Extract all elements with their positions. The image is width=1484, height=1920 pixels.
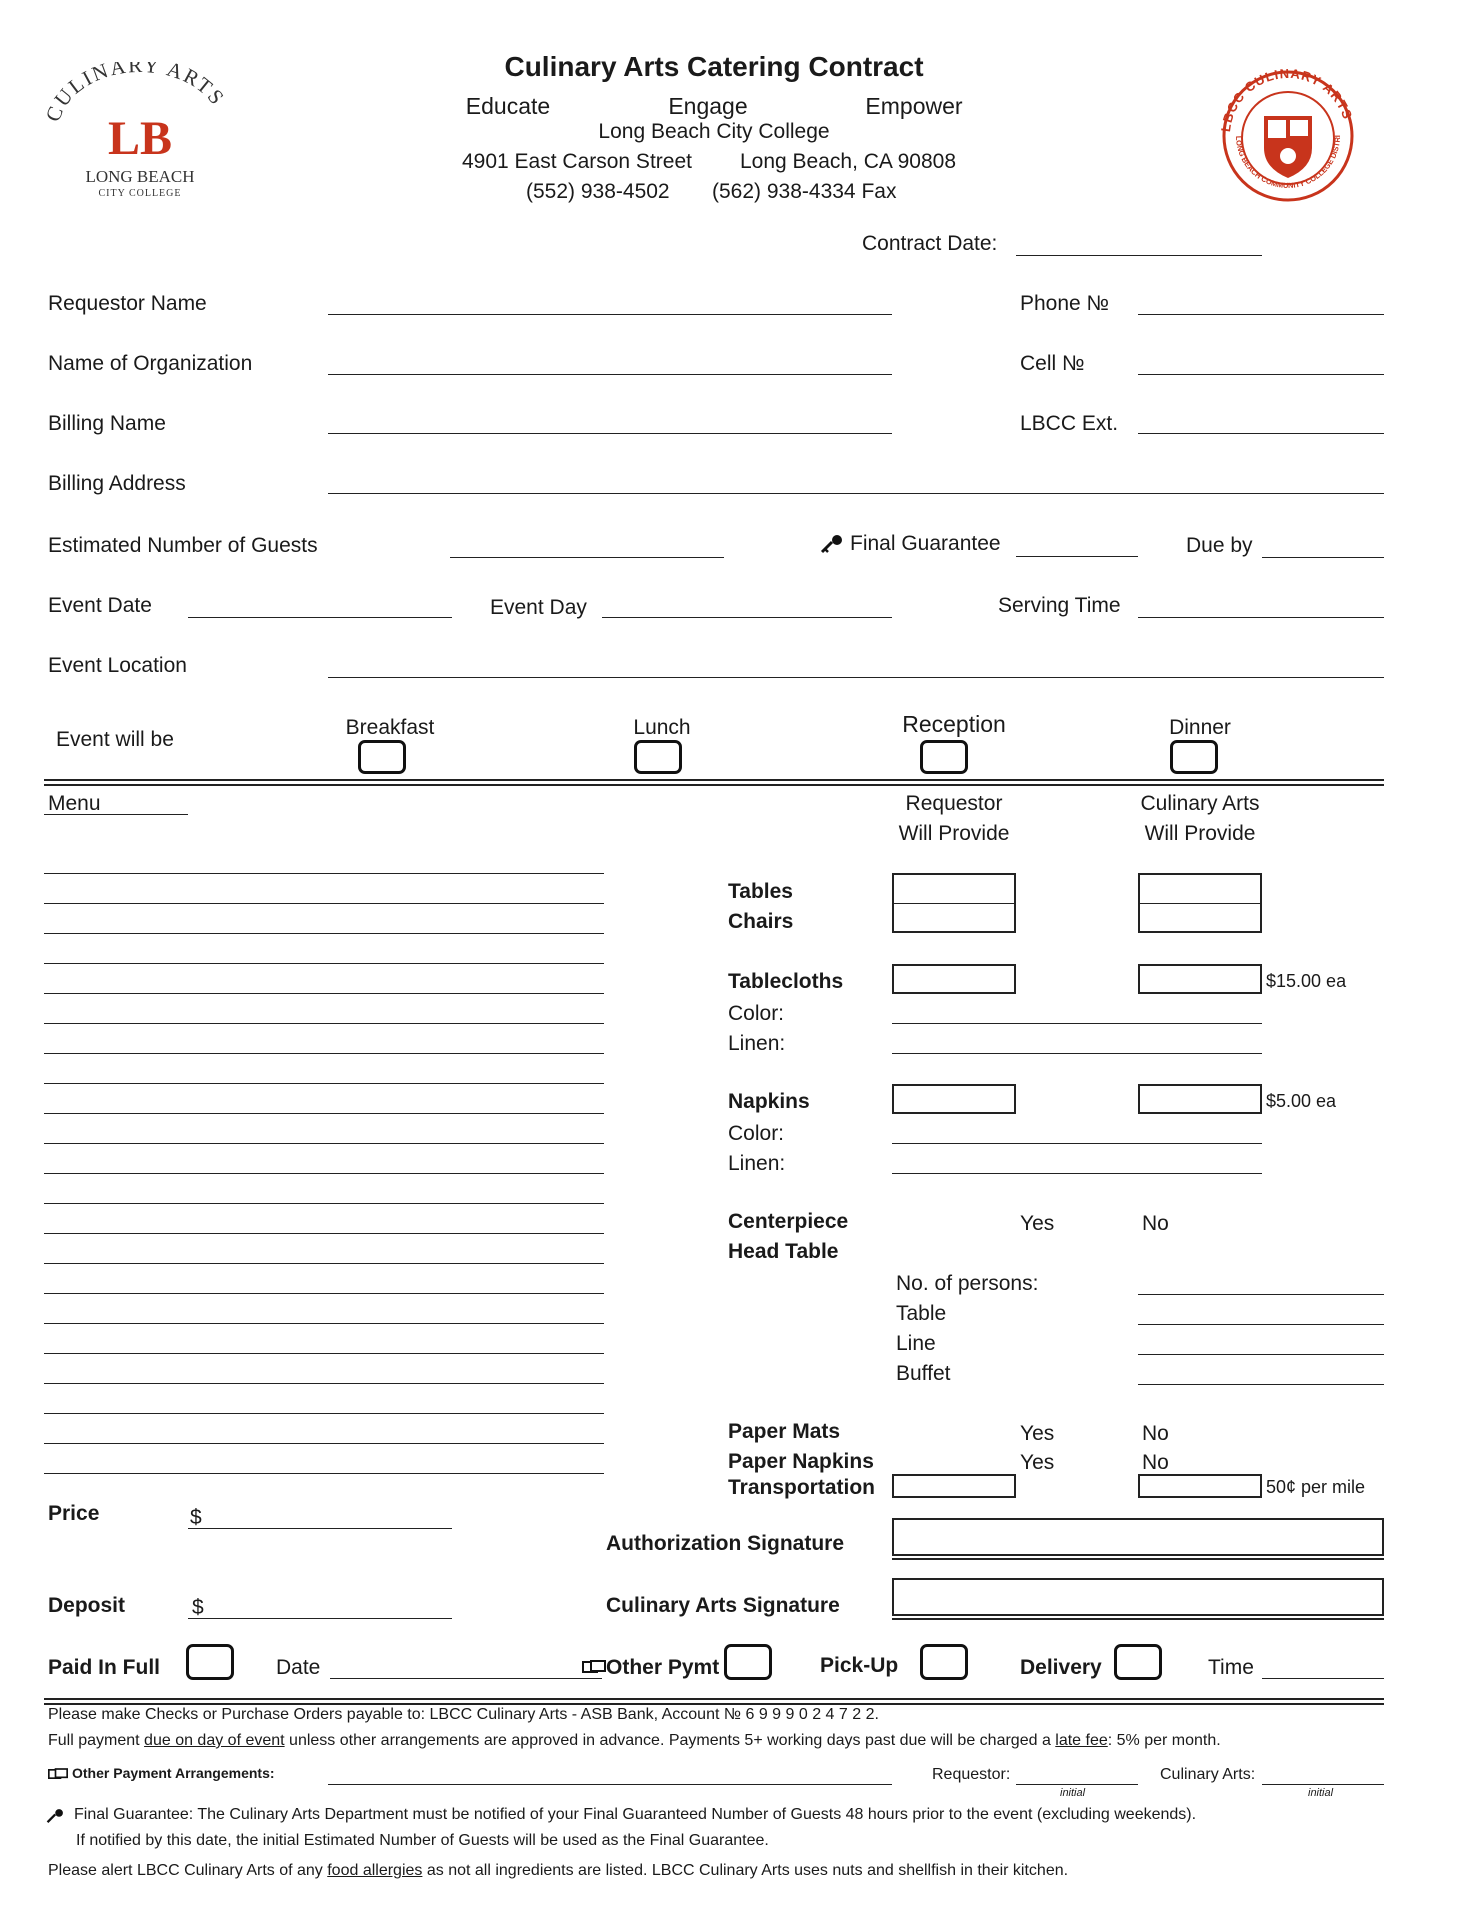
col-requestor-1: Requestor [905, 792, 1003, 815]
lbcc-ext-label: LBCC Ext. [1020, 412, 1119, 435]
menu-line[interactable] [44, 1383, 604, 1384]
transport-requestor-box[interactable] [892, 1474, 1016, 1498]
dinner-label: Dinner [1169, 716, 1231, 739]
reception-checkbox[interactable] [920, 740, 968, 774]
phone-number: (552) 938-4502 [526, 180, 670, 203]
line-field[interactable] [1138, 1354, 1384, 1355]
other-arrangements-field[interactable] [328, 1784, 892, 1785]
logo-left-name: LONG BEACH [85, 167, 195, 186]
menu-line[interactable] [44, 1023, 604, 1024]
paper-napkins-yes[interactable]: Yes [1020, 1451, 1055, 1474]
tables-label: Tables [728, 880, 793, 903]
event-type-label: Event will be [56, 728, 174, 751]
centerpiece-label: Centerpiece [728, 1210, 849, 1233]
dinner-checkbox[interactable] [1170, 740, 1218, 774]
deposit-dollar: $ [192, 1596, 204, 1619]
motto-empower: Empower [865, 93, 963, 119]
head-table-label: Head Table [728, 1240, 839, 1263]
num-persons-field[interactable] [1138, 1294, 1384, 1295]
district-seal-icon [1208, 56, 1368, 216]
logo-left-letter: LB [108, 112, 173, 165]
napkin-linen-field[interactable] [892, 1173, 1262, 1174]
menu-line[interactable] [44, 1173, 604, 1174]
menu-line[interactable] [44, 1083, 604, 1084]
requestor-initial-field[interactable] [1016, 1784, 1138, 1785]
napkins-label: Napkins [728, 1090, 810, 1113]
menu-line[interactable] [44, 1143, 604, 1144]
num-persons-label: No. of persons: [896, 1272, 1039, 1295]
event-date-field[interactable] [188, 617, 452, 618]
menu-line[interactable] [44, 1353, 604, 1354]
paper-mats-label: Paper Mats [728, 1420, 841, 1443]
key-icon [46, 1808, 66, 1824]
seal-inner-text: LONG BEACH COMMUNITY COLLEGE DISTRI [1233, 135, 1343, 191]
other-arrangements-label: Other Payment Arrangements: [72, 1765, 275, 1781]
napkin-price: $5.00 ea [1266, 1091, 1337, 1111]
other-pymt-checkbox[interactable] [724, 1644, 772, 1680]
culinary-signature-label: Culinary Arts Signature [606, 1594, 840, 1617]
organization-field[interactable] [328, 374, 892, 375]
tablecloth-color-label: Color: [728, 1002, 785, 1025]
table-field[interactable] [1138, 1324, 1384, 1325]
checks-payable-note: Please make Checks or Purchase Orders payable to: LBCC Culinary Arts - ASB Bank, Account № 6 9 9 9 0 2 4 7 2 2. [48, 1706, 879, 1723]
buffet-label: Buffet [896, 1362, 951, 1385]
billing-name-label: Billing Name [48, 412, 166, 435]
card-icon [48, 1768, 68, 1780]
requestor-initial-label: Requestor: [932, 1766, 1011, 1783]
cell-field[interactable] [1138, 374, 1384, 375]
late-fee-rate: : 5% per month. [1107, 1732, 1221, 1749]
menu-line[interactable] [44, 1443, 604, 1444]
auth-signature-label: Authorization Signature [606, 1532, 844, 1555]
city-address: Long Beach, CA 90808 [740, 150, 957, 173]
billing-address-field[interactable] [328, 493, 1384, 494]
transport-culinary-box[interactable] [1138, 1474, 1262, 1498]
menu-line[interactable] [44, 1233, 604, 1234]
line-label: Line [896, 1332, 936, 1355]
col-culinary-2: Will Provide [1144, 822, 1256, 845]
due-on-day-text: due on day of event [144, 1732, 285, 1749]
culinary-arts-logo-icon [40, 62, 240, 202]
culinary-initial-label: Culinary Arts: [1160, 1766, 1256, 1783]
billing-address-label: Billing Address [48, 472, 186, 495]
other-pymt-label: Other Pymt [606, 1656, 720, 1679]
logo-right [1208, 56, 1368, 216]
tablecloth-linen-field[interactable] [892, 1053, 1262, 1054]
tablecloth-price: $15.00 ea [1266, 971, 1347, 991]
menu-line[interactable] [44, 1323, 604, 1324]
late-fee-text: late fee [1055, 1732, 1108, 1749]
menu-line[interactable] [44, 1203, 604, 1204]
napkins-requestor-box[interactable] [892, 1084, 1016, 1114]
mileage-rate: 50¢ per mile [1266, 1477, 1366, 1497]
tablecloths-requestor-box[interactable] [892, 964, 1016, 994]
menu-line[interactable] [44, 903, 604, 904]
fax-number: (562) 938-4334 Fax [712, 180, 897, 203]
pickup-checkbox[interactable] [920, 1644, 968, 1680]
seal-outer-text: LBCC CULINARY ARTS [1218, 65, 1356, 133]
contract-date-field[interactable] [1016, 255, 1262, 256]
motto-engage: Engage [668, 93, 748, 119]
menu-label: Menu [48, 792, 101, 815]
lbcc-ext-field[interactable] [1138, 433, 1384, 434]
card-icon [582, 1660, 606, 1674]
final-guarantee-field[interactable] [1016, 556, 1138, 557]
full-payment-text: Full payment [48, 1732, 145, 1749]
box-divider [1138, 903, 1262, 904]
lunch-label: Lunch [633, 716, 691, 739]
price-label: Price [48, 1502, 100, 1525]
breakfast-checkbox[interactable] [358, 740, 406, 774]
table-label: Table [896, 1302, 947, 1325]
food-allergies-text: food allergies [327, 1862, 423, 1879]
menu-line[interactable] [44, 933, 604, 934]
due-by-label: Due by [1186, 534, 1253, 557]
est-guests-label: Estimated Number of Guests [48, 534, 318, 557]
event-date-label: Event Date [48, 594, 152, 617]
paid-in-full-label: Paid In Full [48, 1656, 161, 1679]
paper-napkins-no[interactable]: No [1142, 1451, 1169, 1474]
culinary-initial-hint: initial [1308, 1787, 1334, 1799]
transportation-label: Transportation [728, 1476, 876, 1499]
divider [44, 779, 1384, 781]
tablecloths-culinary-box[interactable] [1138, 964, 1262, 994]
billing-name-field[interactable] [328, 433, 892, 434]
divider [44, 1698, 1384, 1700]
requestor-name-field[interactable] [328, 314, 892, 315]
key-icon [820, 534, 846, 554]
college-name: Long Beach City College [598, 120, 830, 143]
logo-left-arc: CULINARY ARTS [40, 62, 231, 125]
menu-line[interactable] [44, 1293, 604, 1294]
menu-underline [44, 814, 188, 815]
logo-left-sub: CITY COLLEGE [98, 188, 182, 199]
street-address: 4901 East Carson Street [462, 150, 692, 173]
chairs-label: Chairs [728, 910, 794, 933]
deposit-label: Deposit [48, 1594, 126, 1617]
auth-signature-box[interactable] [892, 1518, 1384, 1556]
requestor-initial-hint: initial [1060, 1787, 1086, 1799]
col-requestor-2: Will Provide [898, 822, 1010, 845]
napkin-linen-label: Linen: [728, 1152, 786, 1175]
allergy-text: Please alert LBCC Culinary Arts of any [48, 1862, 328, 1879]
paper-napkins-label: Paper Napkins [728, 1450, 874, 1473]
delivery-checkbox[interactable] [1114, 1644, 1162, 1680]
paper-mats-no[interactable]: No [1142, 1422, 1169, 1445]
lunch-checkbox[interactable] [634, 740, 682, 774]
serving-time-field[interactable] [1138, 617, 1384, 618]
culinary-initial-field[interactable] [1262, 1784, 1384, 1785]
allergy-note [48, 1862, 1068, 1880]
divider [44, 1703, 1384, 1705]
menu-line[interactable] [44, 1113, 604, 1114]
event-location-field[interactable] [328, 677, 1384, 678]
napkin-color-label: Color: [728, 1122, 785, 1145]
event-day-label: Event Day [490, 596, 587, 619]
napkin-color-field[interactable] [892, 1143, 1262, 1144]
menu-line[interactable] [44, 1263, 604, 1264]
full-payment-note [48, 1732, 1221, 1750]
guarantee-note-2: If notified by this date, the initial Estimated Number of Guests will be used as the Final Guarantee. [76, 1832, 769, 1849]
box-divider [892, 903, 1016, 904]
menu-line[interactable] [44, 963, 604, 964]
tablecloths-label: Tablecloths [728, 970, 844, 993]
paid-in-full-checkbox[interactable] [186, 1644, 234, 1680]
guarantee-note: Final Guarantee: The Culinary Arts Department must be notified of your Final Guaranteed Number of Guests 48 hours prior to the event (excluding weekends). [74, 1806, 1197, 1823]
buffet-field[interactable] [1138, 1384, 1384, 1385]
tablecloth-linen-label: Linen: [728, 1032, 786, 1055]
phone-field[interactable] [1138, 314, 1384, 315]
menu-line[interactable] [44, 993, 604, 994]
price-dollar: $ [190, 1506, 202, 1529]
event-day-field[interactable] [602, 617, 892, 618]
time-field[interactable] [1262, 1678, 1384, 1679]
paper-mats-yes[interactable]: Yes [1020, 1422, 1055, 1445]
col-culinary-1: Culinary Arts [1140, 792, 1260, 815]
pickup-label: Pick-Up [820, 1654, 899, 1677]
due-by-field[interactable] [1262, 557, 1384, 558]
requestor-name-label: Requestor Name [48, 292, 207, 315]
napkins-culinary-box[interactable] [1138, 1084, 1262, 1114]
culinary-signature-box[interactable] [892, 1578, 1384, 1616]
menu-line[interactable] [44, 1053, 604, 1054]
time-label: Time [1208, 1656, 1254, 1679]
logo-left [40, 62, 240, 202]
organization-label: Name of Organization [48, 352, 253, 375]
centerpiece-no[interactable]: No [1142, 1212, 1169, 1235]
full-payment-text-2: unless other arrangements are approved in advance. Payments 5+ working days past due will be charged a [284, 1732, 1056, 1749]
final-guarantee-label: Final Guarantee [850, 532, 1001, 555]
centerpiece-yes[interactable]: Yes [1020, 1212, 1055, 1235]
menu-line[interactable] [44, 1473, 604, 1474]
est-guests-field[interactable] [450, 557, 724, 558]
allergy-text-2: as not all ingredients are listed. LBCC Culinary Arts uses nuts and shellfish in their kitchen. [422, 1862, 1069, 1879]
breakfast-label: Breakfast [345, 716, 435, 739]
serving-time-label: Serving Time [998, 594, 1121, 617]
divider [44, 784, 1384, 786]
paid-date-field[interactable] [330, 1678, 602, 1679]
cell-label: Cell № [1020, 352, 1085, 375]
event-location-label: Event Location [48, 654, 187, 677]
phone-label: Phone № [1020, 292, 1110, 315]
menu-line[interactable] [44, 873, 604, 874]
motto-educate: Educate [465, 93, 551, 119]
date-label: Date [276, 1656, 321, 1679]
deposit-field[interactable] [188, 1618, 452, 1619]
contract-date-label: Contract Date: [862, 232, 998, 255]
delivery-label: Delivery [1020, 1656, 1102, 1679]
reception-label: Reception [902, 711, 1006, 737]
page-title: Culinary Arts Catering Contract [504, 51, 924, 82]
price-field[interactable] [188, 1528, 452, 1529]
tablecloth-color-field[interactable] [892, 1023, 1262, 1024]
menu-line[interactable] [44, 1413, 604, 1414]
